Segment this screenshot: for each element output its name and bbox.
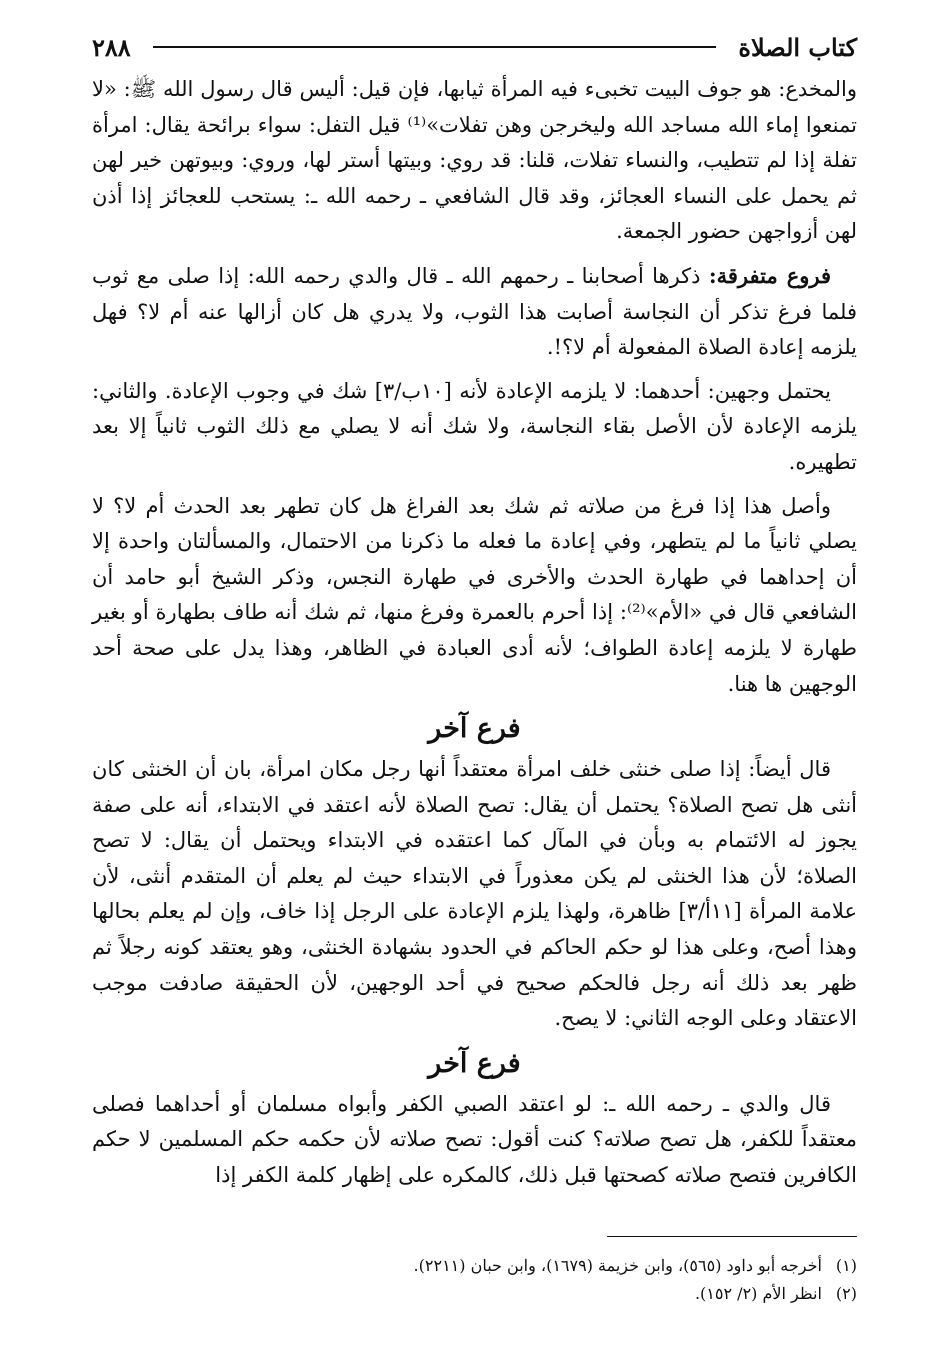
footnotes [92, 1252, 857, 1308]
section-heading-1: فرع آخر [428, 713, 521, 745]
paragraph-3: يحتمل وجهين: أحدهما: لا يلزمه الإعادة لأنه [١٠ب/٣] شك في وجوب الإعادة. والثاني: يلزمه الإعادة لأن الأصل بقاء النجاسة، ولا شك أنه لا يصلي مع ذلك الثوب ثانياً إلا بعد تطهيره. [92, 378, 857, 474]
paragraph-4: وأصل هذا إذا فرغ من صلاته ثم شك بعد الفراغ هل كان تطهر بعد الحدث أم لا؟ لا يصلي ثانياً ما لم يتطهر، وفي إعادة ما فعله ما ذكرنا من الاحتمال، والمسألتان واحدة إلا أن إحداهما في طهارة الحدث والأخرى في طهارة النجس، وذكر الشيخ أبو حامد أن الشافعي قال في «الأم»⁽²⁾: إذا أحرم بالعمرة وفرغ منها، ثم شك أنه طاف بطهارة أو بغير طهارة لا يلزمه إعادة الطواف؛ لأنه أدى العبادة في الظاهر، وهذا يدل على صحة أحد الوجهين ها هنا. [92, 493, 857, 696]
footnote-number: (١) [835, 1256, 857, 1275]
footnote-text: أخرجه أبو داود (٥٦٥)، وابن خزيمة (١٦٧٩)، وابن حبان (٢٢١١). [413, 1256, 822, 1275]
paragraph-2 [92, 258, 857, 366]
header-rule [153, 46, 717, 48]
footnote-number: (٢) [835, 1284, 857, 1303]
footnote-text: انظر الأم (٢/ ١٥٢). [694, 1284, 822, 1303]
section-heading-2: فرع آخر [428, 1047, 521, 1079]
paragraph-1: والمخدع: هو جوف البيت تخبىء فيه المرأة ثيابها، فإن قيل: أليس قال رسول الله ﷺ: «لا تمنعوا إماء الله مساجد الله وليخرجن وهن تفلات»⁽¹⁾ قيل التفل: سواء برائحة يقال: امرأة تفلة إذا لم تتطيب، والنساء تفلات، قلنا: قد روي: وبيتها أستر لها، وروي: وبيوتهن خير لهن ثم يحمل على النساء العجائز، وقد قال الشافعي ـ رحمه الله ـ: يستحب للعجائز إذا أذن لهن أزواجهن حضور الجمعة. [92, 77, 857, 244]
section-lead: فروع متفرقة: [708, 262, 831, 288]
running-header [92, 30, 857, 64]
paragraph-6: قال والدي ـ رحمه الله ـ: لو اعتقد الصبي الكفر وأبواه مسلمان أو أحداهما فصلى معتقداً للكفر، هل تصح صلاته؟ كنت أقول: تصح صلاته لأن حكمه حكم المسلمين لا حكم الكافرين فتصح صلاته كصحتها قبل ذلك، كالمكره على إظهار كلمة الكفر إذا [92, 1091, 857, 1188]
footnote-item [92, 1280, 857, 1308]
page-number: ٢٨٨ [92, 32, 131, 62]
paragraph-5: قال أيضاً: إذا صلى خنثى خلف امرأة معتقداً أنها رجل مكان امرأة، بان أن الخنثى كان أنثى هل تصح الصلاة؟ يحتمل أن يقال: تصح الصلاة لأنه اعتقد في الابتداء، أنه على صفة يجوز له الائتمام به وبأن في المآل كما اعتقده في الابتداء ويحتمل أن يقال: لا تصح الصلاة؛ لأن هذا الخنثى لم يكن معذوراً في الابتداء حيث لم يعلم أن المتقدم أنثى، لأن علامة المرأة [١١أ/٣] ظاهرة، ولهذا يلزم الإعادة على الرجل إذا خاف، وإن لم يعلم بحالها وهذا أصح، وعلى هذا لو حكم الحاكم في الحدود بشهادة الخنثى، وهو يعتقد كونه رجلاً ثم ظهر بعد ذلك أنه رجل فالحكم صحيح في أحد الوجهين، لأن الحقيقة صادفت موجب الاعتقاد وعلى الوجه الثاني: لا يصح. [92, 757, 857, 1031]
footnote-rule [607, 1236, 857, 1237]
footnote-item [92, 1252, 857, 1280]
paragraph-2-body: ذكرها أصحابنا ـ رحمهم الله ـ قال والدي رحمه الله: إذا صلى مع ثوب فلما فرغ تذكر أن النجاسة أصابت هذا الثوب، ولا يدري هل كان أزالها عنه أم لا؟ فهل يلزمه إعادة الصلاة المفعولة أم لا؟!. [92, 263, 857, 360]
chapter-title: كتاب الصلاة [738, 32, 857, 62]
